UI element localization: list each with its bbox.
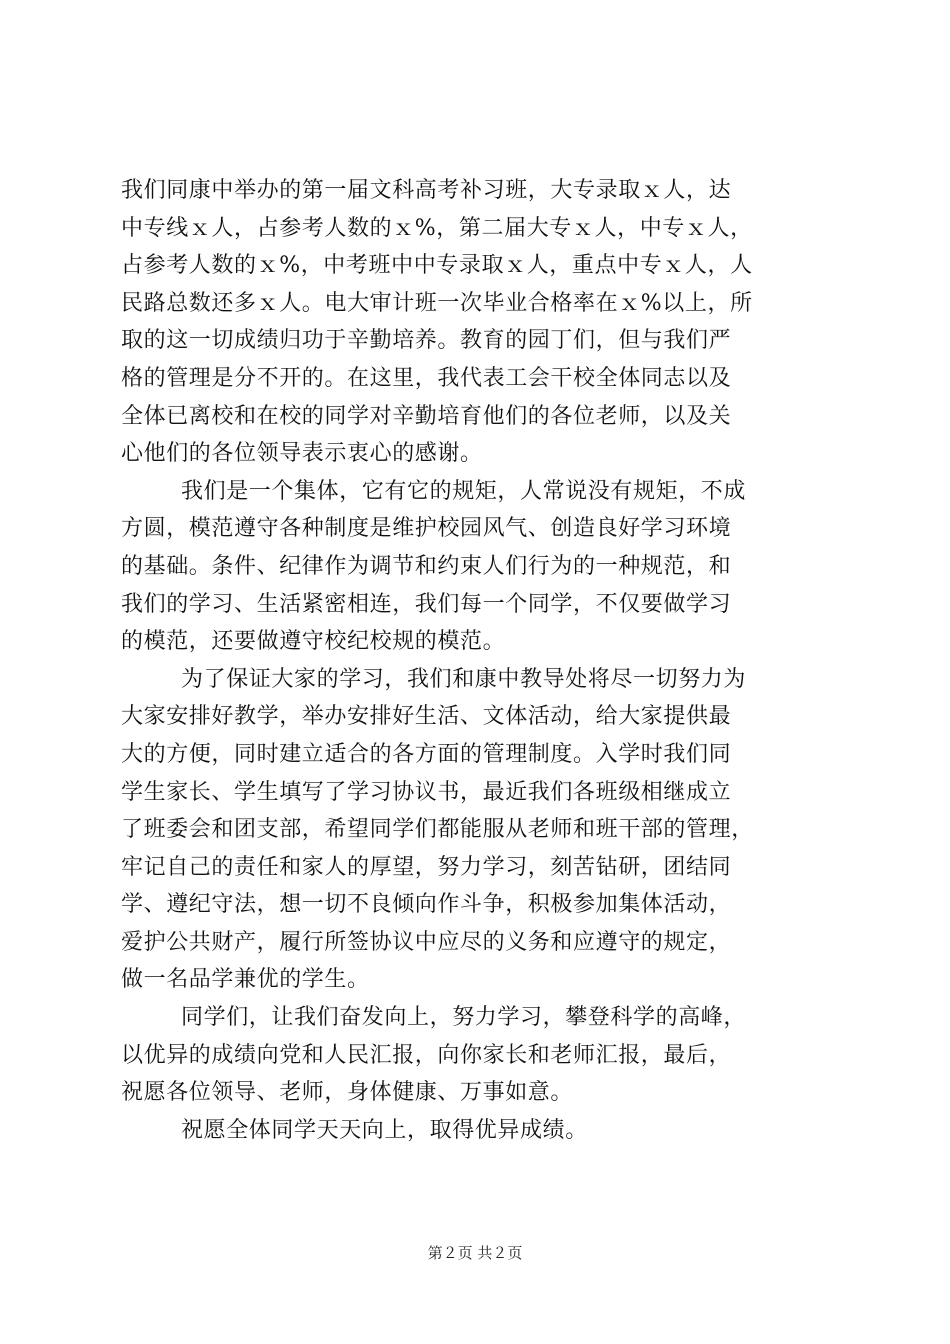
text-line: 学、遵纪守法，想一切不良倾向作斗争，积极参加集体活动，	[121, 892, 732, 918]
text-line: 全体已离校和在校的同学对辛勤培育他们的各位老师，以及关	[121, 403, 732, 429]
text-line: 以优异的成绩向党和人民汇报，向你家长和老师汇报，最后，	[121, 1042, 732, 1068]
text-line: 我们是一个集体，它有它的规矩，人常说没有规矩，不成	[181, 478, 747, 504]
text-line: 做一名品学兼优的学生。	[121, 967, 370, 993]
text-line: 了班委会和团支部，希望同学们都能服从老师和班干部的管理，	[121, 817, 754, 843]
text-line: 大家安排好教学，举办安排好生活、文体活动，给大家提供最	[121, 704, 732, 730]
text-line: 取的这一切成绩归功于辛勤培养。教育的园丁们，但与我们严	[121, 328, 732, 354]
text-line: 学生家长、学生填写了学习协议书，最近我们各班级相继成立	[121, 779, 732, 805]
text-line: 祝愿全体同学天天向上，取得优异成绩。	[181, 1117, 588, 1143]
text-line: 祝愿各位领导、老师，身体健康、万事如意。	[121, 1080, 574, 1106]
text-line: 心他们的各位领导表示衷心的感谢。	[121, 441, 483, 467]
text-line: 的模范，还要做遵守校纪校规的模范。	[121, 629, 506, 655]
text-line: 中专线ｘ人，占参考人数的ｘ%，第二届大专ｘ人，中专ｘ人，	[121, 215, 753, 241]
text-line: 大的方便，同时建立适合的各方面的管理制度。入学时我们同	[121, 741, 732, 767]
text-line: 牢记自己的责任和家人的厚望，努力学习，刻苦钻研，团结同	[121, 854, 732, 880]
text-line: 方圆，模范遵守各种制度是维护校园风气、创造良好学习环境	[121, 516, 732, 542]
text-line: 占参考人数的ｘ%，中考班中中专录取ｘ人，重点中专ｘ人，人	[121, 253, 753, 279]
text-line: 的基础。条件、纪律作为调节和约束人们行为的一种规范，和	[121, 553, 732, 579]
text-line: 格的管理是分不开的。在这里，我代表工会干校全体同志以及	[121, 365, 732, 391]
page-footer: 第２页 共２页	[427, 1244, 523, 1262]
text-line: 民路总数还多ｘ人。电大审计班一次毕业合格率在ｘ%以上，所	[121, 290, 753, 316]
text-line: 同学们，让我们奋发向上，努力学习，攀登科学的高峰，	[181, 1005, 747, 1031]
text-line: 爱护公共财产，履行所签协议中应尽的义务和应遵守的规定，	[121, 929, 732, 955]
document-body	[121, 172, 829, 1149]
text-line: 我们同康中举办的第一届文科高考补习班，大专录取ｘ人，达	[121, 178, 732, 203]
text-line: 为了保证大家的学习，我们和康中教导处将尽一切努力为	[181, 666, 747, 692]
text-line: 我们的学习、生活紧密相连，我们每一个同学，不仅要做学习	[121, 591, 732, 617]
